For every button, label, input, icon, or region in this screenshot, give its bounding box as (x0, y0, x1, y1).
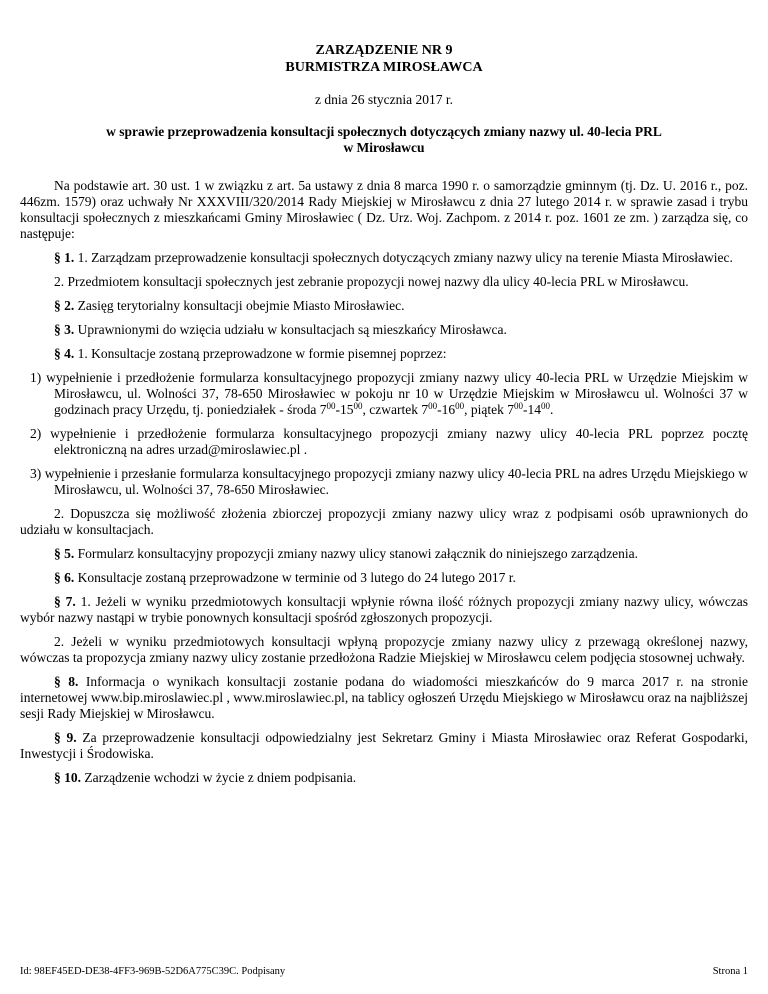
item-text: -14 (523, 402, 541, 417)
time-superscript: 00 (541, 401, 550, 411)
section-text: Informacja o wynikach konsultacji zostanie podana do wiadomości mieszkańców do 9 marca 2017 r. na stronie internetowej www.bip.miroslawiec.pl , www.miroslawiec.pl, na tablicy ogłoszeń Urzędu Miejskiego w Mirosławcu oraz na najbliższej sesji Rady Miejskiej w Mirosławcu. (20, 674, 748, 721)
time-superscript: 00 (353, 401, 363, 411)
section-4-point-2: 2. Dopuszcza się możliwość złożenia zbiorczej propozycji zmiany nazwy ulicy wraz z podpisami osób uprawnionych do udziału w konsultacjach. (20, 506, 748, 537)
section-4-item-1 (20, 370, 748, 418)
section-number: § 4. (54, 346, 75, 361)
section-2 (20, 298, 748, 314)
section-1-point-2: 2. Przedmiotem konsultacji społecznych jest zebranie propozycji nowej nazwy dla ulicy 40-lecia PRL w Mirosławcu. (54, 274, 689, 289)
section-text: 1. Konsultacje zostaną przeprowadzone w formie pisemnej poprzez: (74, 346, 447, 361)
section-1 (20, 250, 748, 266)
title-line-1: ZARZĄDZENIE NR 9 (315, 43, 453, 58)
section-9 (20, 730, 748, 762)
time-superscript: 00 (514, 401, 523, 411)
subject-line-2: w Mirosławcu (343, 140, 425, 155)
section-text: Zarządzenie wchodzi w życie z dniem podpisania. (81, 770, 357, 785)
document-id: Id: 98EF45ED-DE38-4FF3-969B-52D6A775C39C. Podpisany (20, 966, 286, 977)
section-5 (20, 546, 748, 562)
section-text: Konsultacje zostaną przeprowadzone w terminie od 3 lutego do 24 lutego 2017 r. (74, 570, 516, 585)
section-number: § 3. (54, 322, 75, 337)
section-number: § 8. (54, 674, 79, 689)
section-number: § 6. (54, 570, 75, 585)
item-text: -15 (335, 402, 354, 417)
legal-basis-paragraph: Na podstawie art. 30 ust. 1 w związku z art. 5a ustawy z dnia 8 marca 1990 r. o samorządzie gminnym (tj. Dz. U. 2016 r., poz. 446zm. 1579) oraz uchwały Nr XXXVIII/320/2014 Rady Miejskiej w Mirosławcu z dnia 27 lutego 2014 r. w sprawie zasad i trybu konsultacji społecznych z mieszkańcami Gminy Mirosławiec ( Dz. Urz. Woj. Zachpom. z 2014 r. poz. 1601 ze zm. ) zarządza się, co następuje: (20, 178, 748, 241)
page-number: Strona 1 (712, 966, 748, 977)
section-6 (20, 570, 748, 586)
section-text: 1. Zarządzam przeprowadzenie konsultacji społecznych dotyczących zmiany nazwy ulicy na terenie Miasta Mirosławiec. (74, 250, 733, 265)
section-text: Uprawnionymi do wzięcia udziału w konsultacjach są mieszkańcy Mirosławca. (74, 322, 507, 337)
page-footer (20, 966, 748, 978)
time-superscript: 00 (428, 401, 438, 411)
section-number: § 9. (54, 730, 77, 745)
section-number: § 1. (54, 250, 75, 265)
section-8 (20, 674, 748, 722)
item-text: 1) wypełnienie i przedłożenie formularza konsultacyjnego propozycji zmiany nazwy ulicy 40-lecia PRL w Urzędzie Miejskim w Mirosławcu, ul. Wolności 37, 78-650 Mirosławiec w pokoju nr 10 w Urzędzie Miejskim w Mirosławcu ul. Wolności 37 w godzinach pracy Urzędu, tj. poniedziałek - środa 7 (30, 370, 748, 417)
time-superscript: 00 (455, 401, 465, 411)
section-text: Formularz konsultacyjny propozycji zmiany nazwy ulicy stanowi załącznik do niniejszego zarządzenia. (74, 546, 639, 561)
section-10 (20, 770, 748, 786)
subject-line-1: w sprawie przeprowadzenia konsultacji społecznych dotyczących zmiany nazwy ul. 40-lecia PRL (106, 124, 662, 139)
section-number: § 10. (54, 770, 81, 785)
section-text: Za przeprowadzenie konsultacji odpowiedzialny jest Sekretarz Gminy i Miasta Mirosławiec oraz Referat Gospodarki, Inwestycji i Środowiska. (20, 730, 748, 761)
section-text: Zasięg terytorialny konsultacji obejmie Miasto Mirosławiec. (74, 298, 405, 313)
section-7 (20, 594, 748, 626)
item-text: -16 (437, 402, 456, 417)
section-number: § 2. (54, 298, 75, 313)
item-text: , piątek 7 (464, 402, 514, 417)
item-text: . (550, 402, 554, 417)
document-content (20, 42, 748, 786)
time-superscript: 00 (326, 401, 336, 411)
section-text: 1. Jeżeli w wyniku przedmiotowych konsultacji wpłynie równa ilość różnych propozycji zmiany nazwy ulicy, wówczas wybór nazwy nastąpi w trybie ponownych konsultacji spośród zgłoszonych propozycji. (20, 594, 748, 625)
item-text: , czwartek 7 (362, 402, 429, 417)
section-number: § 5. (54, 546, 75, 561)
section-3 (20, 322, 748, 338)
section-7-point-2: 2. Jeżeli w wyniku przedmiotowych konsultacji wpłyną propozycje zmiany nazwy ulicy z przewagą określonej nazwy, wówczas ta propozycja zmiany nazwy ulicy zostanie przedłożona Radzie Miejskiej w Mirosławcu celem podjęcia stosownej uchwały. (20, 634, 748, 665)
section-number: § 7. (54, 594, 76, 609)
title-line-2: BURMISTRZA MIROSŁAWCA (285, 60, 483, 75)
section-4-item-2: 2) wypełnienie i przedłożenie formularza konsultacyjnego propozycji zmiany nazwy ulicy 40-lecia PRL poprzez pocztę elektroniczną na adres urzad@miroslawiec.pl . (30, 426, 748, 457)
section-4 (20, 346, 748, 362)
document-date: z dnia 26 stycznia 2017 r. (315, 92, 453, 107)
section-4-item-3: 3) wypełnienie i przesłanie formularza konsultacyjnego propozycji zmiany nazwy ulicy 40-lecia PRL na adres Urzędu Miejskiego w Mirosławcu, ul. Wolności 37, 78-650 Mirosławiec. (30, 466, 748, 497)
